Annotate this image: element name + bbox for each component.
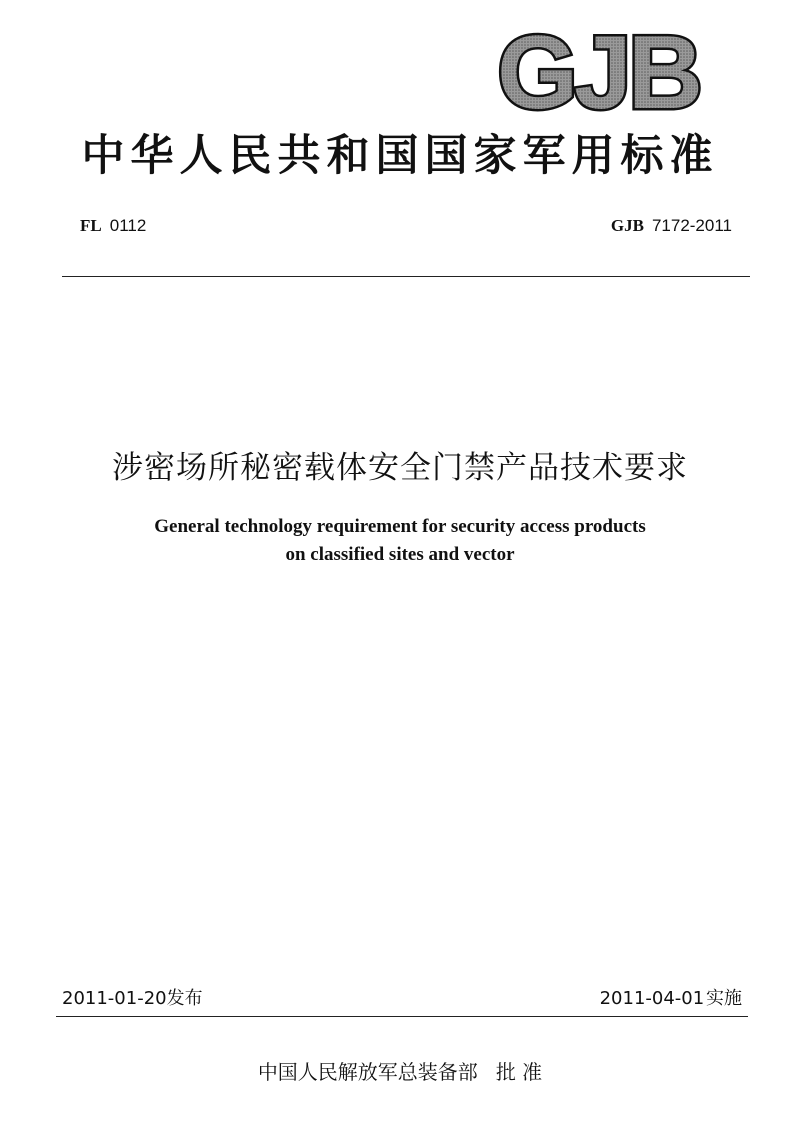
document-title-chinese: 涉密场所秘密载体安全门禁产品技术要求 bbox=[112, 450, 688, 486]
standard-code-number: 7172-2011 bbox=[651, 216, 732, 235]
document-title-english-line-2: on classified sites and vector bbox=[285, 544, 515, 565]
header-divider bbox=[62, 276, 750, 277]
implementation-date-value: 2011-04-01 bbox=[599, 988, 705, 1009]
document-title-english-line-1: General technology requirement for security access products bbox=[154, 516, 646, 537]
issue-date-value: 2011-01-20 bbox=[62, 988, 167, 1009]
implementation-label: 实施 bbox=[706, 988, 742, 1009]
classification-number: 0112 bbox=[109, 216, 147, 235]
classification-code bbox=[80, 216, 146, 236]
standard-code bbox=[611, 216, 732, 236]
gjb-logo bbox=[488, 20, 708, 118]
issue-date bbox=[62, 984, 203, 1010]
standard-code-prefix: GJB bbox=[610, 216, 644, 235]
approving-organization: 中国人民解放军总装备部 bbox=[257, 1060, 478, 1084]
classification-prefix: FL bbox=[80, 216, 102, 235]
approving-authority bbox=[0, 1056, 800, 1085]
standard-title: 中华人民共和国国家军用标准 bbox=[81, 131, 719, 181]
gjb-logo-text: GJB bbox=[497, 20, 699, 118]
implementation-date bbox=[600, 984, 742, 1010]
footer-divider bbox=[56, 1016, 748, 1017]
approval-label: 批 准 bbox=[495, 1060, 543, 1084]
issue-label: 发布 bbox=[166, 988, 203, 1009]
